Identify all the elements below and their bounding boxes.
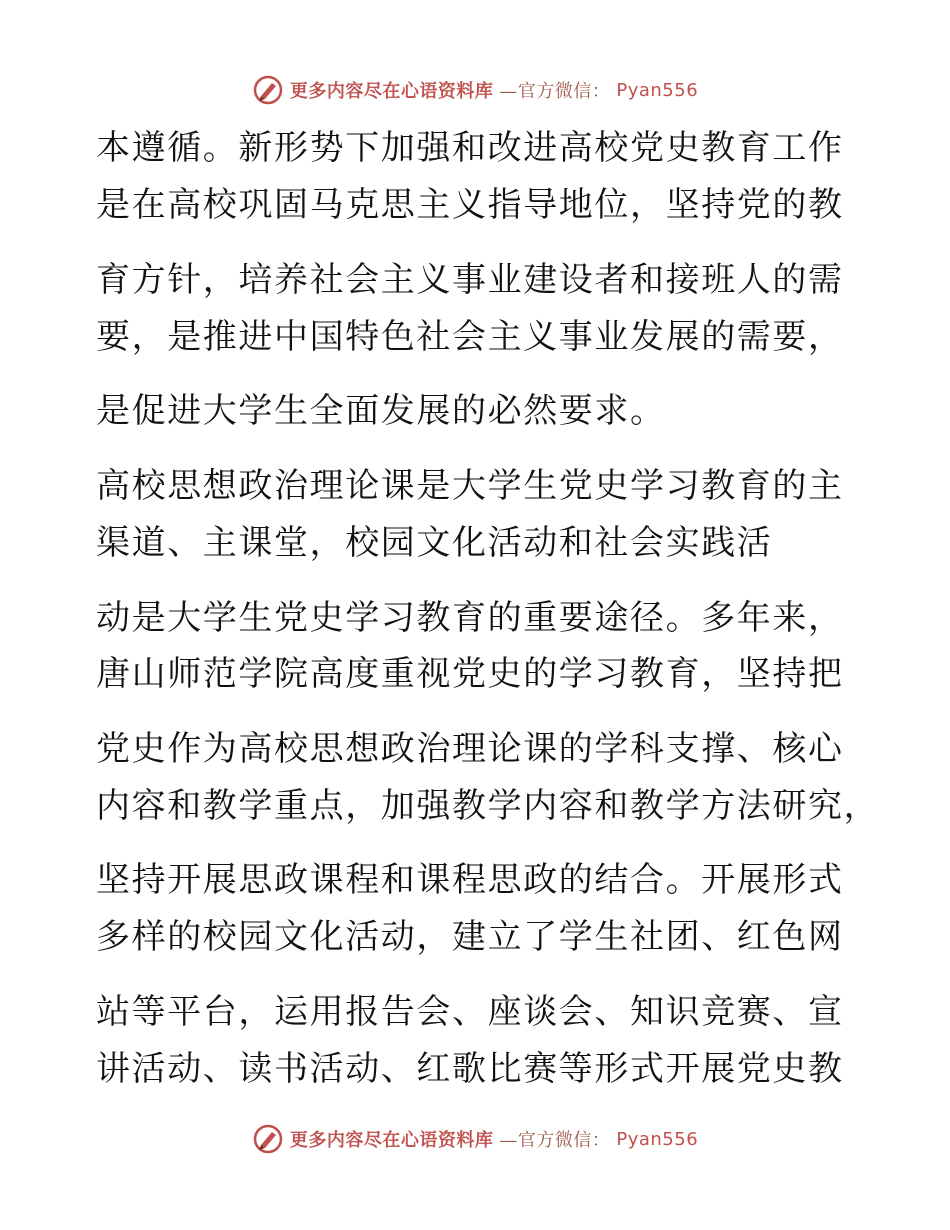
text-line: 多样的校园文化活动，建立了学生社团、红色网 [96,917,844,957]
banner-sub-text: —官方微信： [499,1130,611,1151]
banner-wechat-id: Pyan556 [616,1128,699,1150]
text-line: 要，是推进中国特色社会主义事业发展的需要， [96,317,844,357]
pen-logo-icon [252,1123,284,1155]
text-line: 是在高校巩固马克思主义指导地位，坚持党的教 [96,185,844,225]
text-line: 渠道、主课堂，校园文化活动和社会实践活 [96,523,773,563]
text-line: 高校思想政治理论课是大学生党史学习教育的主 [96,466,844,506]
banner-sub-text: —官方微信： [499,81,611,102]
banner-main-text: 更多内容尽在心语资料库 [289,1130,494,1151]
footer-banner [0,1119,950,1159]
text-line: 唐山师范学院高度重视党史的学习教育，坚持把 [96,654,844,694]
text-line: 内容和教学重点，加强教学内容和教学方法研究， [96,786,880,826]
banner-wechat-id: Pyan556 [616,79,699,101]
text-line: 本遵循。新形势下加强和改进高校党史教育工作 [96,128,844,168]
text-line: 党史作为高校思想政治理论课的学科支撑、核心 [96,729,844,769]
text-line: 坚持开展思政课程和课程思政的结合。开展形式 [96,860,844,900]
text-line: 站等平台，运用报告会、座谈会、知识竞赛、宣 [96,992,844,1032]
text-line: 育方针，培养社会主义事业建设者和接班人的需 [96,260,844,300]
text-line: 讲活动、读书活动、红歌比赛等形式开展党史教 [96,1049,844,1089]
banner-main-text: 更多内容尽在心语资料库 [289,81,494,102]
text-line: 是促进大学生全面发展的必然要求。 [96,391,666,431]
text-line: 动是大学生党史学习教育的重要途径。多年来， [96,598,844,638]
